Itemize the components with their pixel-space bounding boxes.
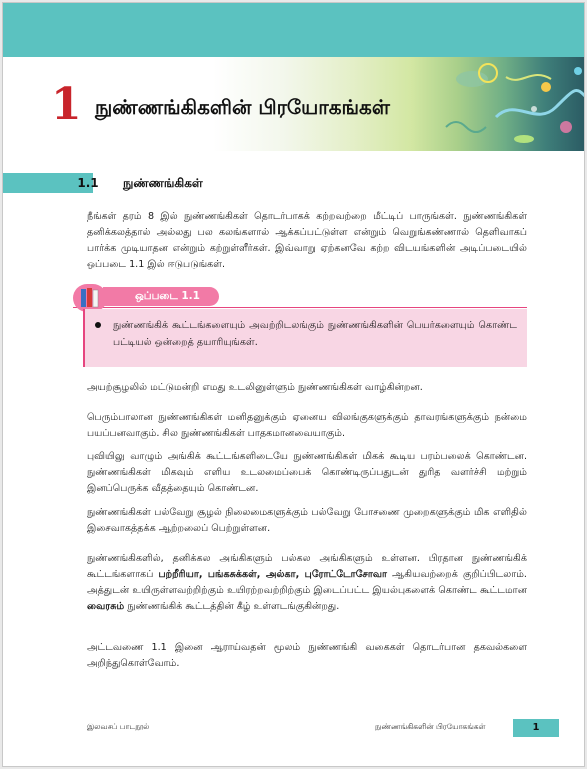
paragraph: புவியிலு வாழும் அங்கிக் கூட்டங்களிடையே நுண்ணங்கிகள் மிகக் கூடிய பரம்பலைக் கொண்டன. நுண்ணங்கிகள் மிகவும் எளிய உடலமைப்பைக் கொண்டிருப்பதுடன் துரித வளர்ச்சி மற்றும் இனப்பெருக்க வீதத்தையும் கொண்டன. bbox=[87, 451, 527, 494]
activity-text: நுண்ணங்கிக் கூட்டங்களையும் அவற்றிடலங்கும் நுண்ணங்கிகளின் பெயர்களையும் கொண்ட பட்டியல் ஒன்றைத் தயாரியுங்கள். bbox=[113, 320, 517, 348]
footer-left: இலவசப் பாடநூல் bbox=[87, 722, 150, 731]
organisms-text: ஆகியவற்றைக் குறிப்பிடலாம். அத்துடன் உயிருள்ளவற்றிற்கும் உயிரற்றவற்றிற்கும் இடைப்பட்ட இயல்புகளைக் கொண்ட கூட்டமான bbox=[87, 569, 527, 596]
page-number: 1 bbox=[513, 719, 559, 737]
organisms-paragraph bbox=[87, 551, 527, 615]
section-number: 1.1 bbox=[77, 176, 99, 190]
chapter-number: 1 bbox=[51, 79, 82, 130]
textbook-page bbox=[2, 2, 585, 767]
microorganism-image bbox=[426, 57, 585, 151]
footer-chapter-title: நுண்ணங்கிகளின் பிரயோகங்கள் bbox=[375, 722, 486, 731]
virus-term: வைரசும் bbox=[87, 601, 125, 612]
organisms-text: நுண்ணங்கிகளில், தனிக்கல அங்கிகளும் பல்கல அங்கிகளும் உள்ளன. பிரதான நுண்ணங்கிக் கூட்டங்களாகப் bbox=[87, 553, 527, 580]
closing-paragraph: அட்டவணை 1.1 இனை ஆராய்வதன் மூலம் நுண்ணங்கி வகைகள் தொடர்பான தகவல்களை அறிந்துகொள்வோம். bbox=[87, 642, 527, 669]
activity-box bbox=[83, 309, 527, 367]
chapter-banner bbox=[3, 57, 585, 151]
activity-label: ஒப்படை 1.1 bbox=[135, 290, 200, 302]
bullet bbox=[95, 322, 101, 328]
section-title: நுண்ணங்கிகள் bbox=[123, 176, 203, 190]
paragraph: அயற்சூழலில் மட்டுமன்றி எமது உடலினுள்ளும் நுண்ணங்கிகள் வாழ்கின்றன. bbox=[87, 382, 423, 393]
organisms-text: நுண்ணங்கிக் கூட்டத்தின் கீழ் உள்ளடங்குகின்றது. bbox=[124, 601, 340, 612]
paragraph: நுண்ணங்கிகள் பல்வேறு சூழல் நிலைமைகளுக்கும் பல்வேறு போசணை முறைகளுக்கும் மிக எளிதில் இசைவாகத்தக்க ஆற்றலைப் பெற்றுள்ளன. bbox=[87, 507, 527, 534]
organism-groups: பற்றீரியா, பங்கசுக்கள், அல்கா, புரோட்டோசோவா bbox=[158, 569, 388, 580]
paragraph: பெரும்பாலான நுண்ணங்கிகள் மனிதனுக்கும் ஏனைய விலங்குகளுக்கும் தாவரங்களுக்கும் நன்மை பயப்பனவாகும். சில நுண்ணங்கிகள் பாதகமானவையாகும். bbox=[87, 412, 527, 439]
activity-header bbox=[73, 286, 527, 308]
top-band bbox=[3, 3, 585, 57]
books-icon bbox=[73, 284, 107, 312]
chapter-title: நுண்ணங்கிகளின் பிரயோகங்கள் bbox=[95, 95, 390, 119]
intro-paragraph: நீங்கள் தரம் 8 இல் நுண்ணங்கிகள் தொடர்பாகக் கற்றவற்றை மீட்டிப் பாருங்கள். நுண்ணங்கிகள் தனிக்கலத்தால் அல்லது பல கலங்களால் ஆக்கப்பட்டுள்ள என்றும் வெறுங்கண்ணால் தெளிவாகப் பார்க்க முடியாதன என்றும் கற்றுள்ளீர்கள். இவ்வாறு ஏற்கனவே கற்ற விடயங்களின் அடிப்படையில் ஒப்படை 1.1 இல் ஈடுபடுங்கள். bbox=[87, 211, 527, 270]
